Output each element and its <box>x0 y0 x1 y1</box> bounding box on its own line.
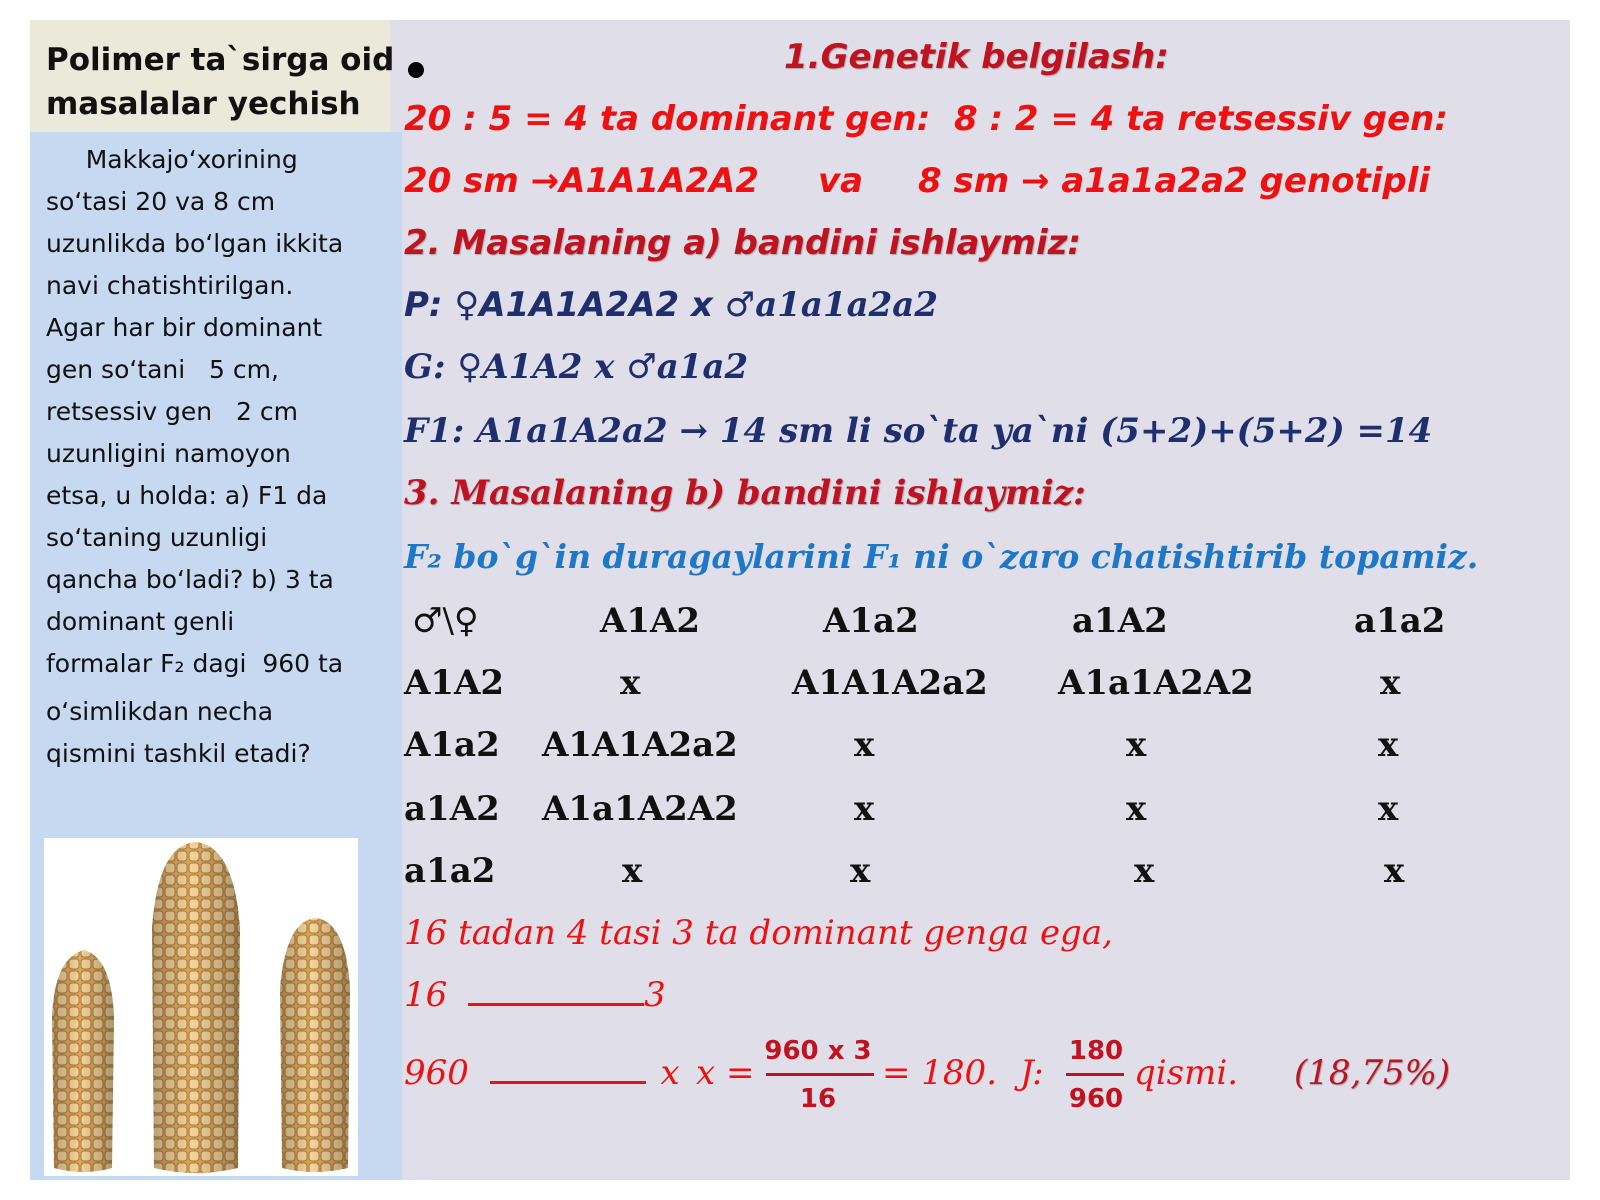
fraction-bar <box>766 1073 874 1076</box>
punnett-row-header: a1A2 <box>404 789 500 829</box>
f1-line: F1: A1a1A2a2 → 14 sm li so`ta ya`ni (5+2)+(5+2) =14 <box>404 411 1433 451</box>
punnett-col-header: A1a2 <box>823 601 919 641</box>
fraction-numerator: 960 x 3 <box>764 1036 872 1066</box>
page-title-line-1: Polimer ta`sirga oid <box>46 42 395 78</box>
proportion-line-2 <box>404 1050 680 1096</box>
dominant-gene-line: 20 : 5 = 4 ta dominant gen: <box>404 99 931 139</box>
heading-genetic-notation: 1.Genetik belgilash: <box>784 37 1169 77</box>
parents-prefix: P: ♀A1A1A2A2 x ♂ <box>404 285 756 325</box>
proportion-960: 960 <box>404 1053 469 1093</box>
page-title-line-2: masalalar yechish <box>46 86 361 122</box>
fraction-denominator: 960 <box>1068 1084 1124 1114</box>
punnett-cell: x <box>620 663 641 703</box>
problem-line: etsa, u holda: a) F1 da <box>46 481 328 510</box>
dominant-genotype: 20 sm →A1A1A2A2 <box>404 161 760 201</box>
corn-icon <box>44 838 358 1176</box>
heading-part-b: 3. Masalaning b) bandini ishlaymiz: <box>404 473 1086 513</box>
proportion-blank <box>468 979 644 1006</box>
fraction-denominator: 16 <box>799 1084 837 1114</box>
title-box <box>30 20 395 132</box>
proportion-blank <box>490 1057 646 1084</box>
corn-cobs-illustration <box>44 838 358 1176</box>
punnett-cell: A1a1A2A2 <box>542 789 738 829</box>
recessive-genotype: 8 sm → a1a1a2a2 genotipli <box>918 161 1431 201</box>
va-label: va <box>818 161 864 201</box>
problem-line: dominant genli <box>46 607 235 636</box>
percent-answer: (18,75%) <box>1294 1053 1451 1093</box>
punnett-row-header: A1a2 <box>404 725 500 765</box>
punnett-cell: A1A1A2a2 <box>792 663 988 703</box>
summary-line: 16 tadan 4 tasi 3 ta dominant genga ega, <box>404 913 1113 953</box>
punnett-col-header: a1A2 <box>1072 601 1168 641</box>
punnett-corner: ♂\♀ <box>412 601 479 641</box>
punnett-cell: x <box>854 789 875 829</box>
punnett-cell: x <box>1378 725 1399 765</box>
proportion-x: x <box>660 1053 680 1093</box>
gametes-line: G: ♀A1A2 x ♂a1a2 <box>404 347 749 387</box>
punnett-cell: x <box>622 851 643 891</box>
problem-line: gen so‘tani 5 cm, <box>46 355 279 384</box>
punnett-cell: x <box>1378 789 1399 829</box>
punnett-col-header: a1a2 <box>1354 601 1446 641</box>
punnett-row-header: A1A2 <box>404 663 505 703</box>
problem-line: qismini tashkil etadi? <box>46 739 311 768</box>
parents-suffix: a1a1a2a2 <box>755 285 938 325</box>
problem-line: retsessiv gen 2 cm <box>46 397 298 426</box>
punnett-col-header: A1A2 <box>600 601 701 641</box>
punnett-cell: x <box>1126 725 1147 765</box>
punnett-cell: A1A1A2a2 <box>542 725 738 765</box>
punnett-row-header: a1a2 <box>404 851 496 891</box>
f2-line: F₂ bo`g`in duragaylarini F₁ ni o`zaro chatishtirib topamiz. <box>404 537 1479 576</box>
punnett-cell: A1a1A2A2 <box>1058 663 1254 703</box>
punnett-cell: x <box>1126 789 1147 829</box>
bullet-icon <box>408 62 424 78</box>
proportion-line-1 <box>404 972 666 1018</box>
answer-prefix: J: <box>1020 1053 1044 1093</box>
fraction-numerator: 180 <box>1068 1036 1124 1066</box>
result-value: = 180. <box>882 1053 997 1093</box>
proportion-16: 16 <box>404 975 448 1015</box>
punnett-cell: x <box>850 851 871 891</box>
problem-line: Makkajo‘xorining <box>46 145 298 174</box>
punnett-cell: x <box>1384 851 1405 891</box>
punnett-cell: x <box>854 725 875 765</box>
problem-line: qancha bo‘ladi? b) 3 ta <box>46 565 334 594</box>
problem-line: o‘simlikdan necha <box>46 697 274 726</box>
problem-line: so‘taning uzunligi <box>46 523 268 552</box>
punnett-cell: x <box>1134 851 1155 891</box>
fraction-bar <box>1066 1073 1124 1076</box>
answer-suffix: qismi. <box>1134 1053 1239 1093</box>
parents-line <box>404 282 938 328</box>
heading-part-a: 2. Masalaning a) bandini ishlaymiz: <box>404 223 1081 263</box>
punnett-cell: x <box>1380 663 1401 703</box>
problem-line: so‘tasi 20 va 8 cm <box>46 187 276 216</box>
problem-line: Agar har bir dominant <box>46 313 323 342</box>
problem-line: uzunlikda bo‘lgan ikkita <box>46 229 344 258</box>
x-equals: x = <box>696 1053 755 1093</box>
problem-line: uzunligini namoyon <box>46 439 291 468</box>
problem-line: navi chatishtirilgan. <box>46 271 294 300</box>
problem-line: formalar F₂ dagi 960 ta <box>46 649 344 678</box>
proportion-3: 3 <box>644 975 666 1015</box>
recessive-gene-line: 8 : 2 = 4 ta retsessiv gen: <box>954 99 1448 139</box>
slide <box>30 20 1570 1180</box>
